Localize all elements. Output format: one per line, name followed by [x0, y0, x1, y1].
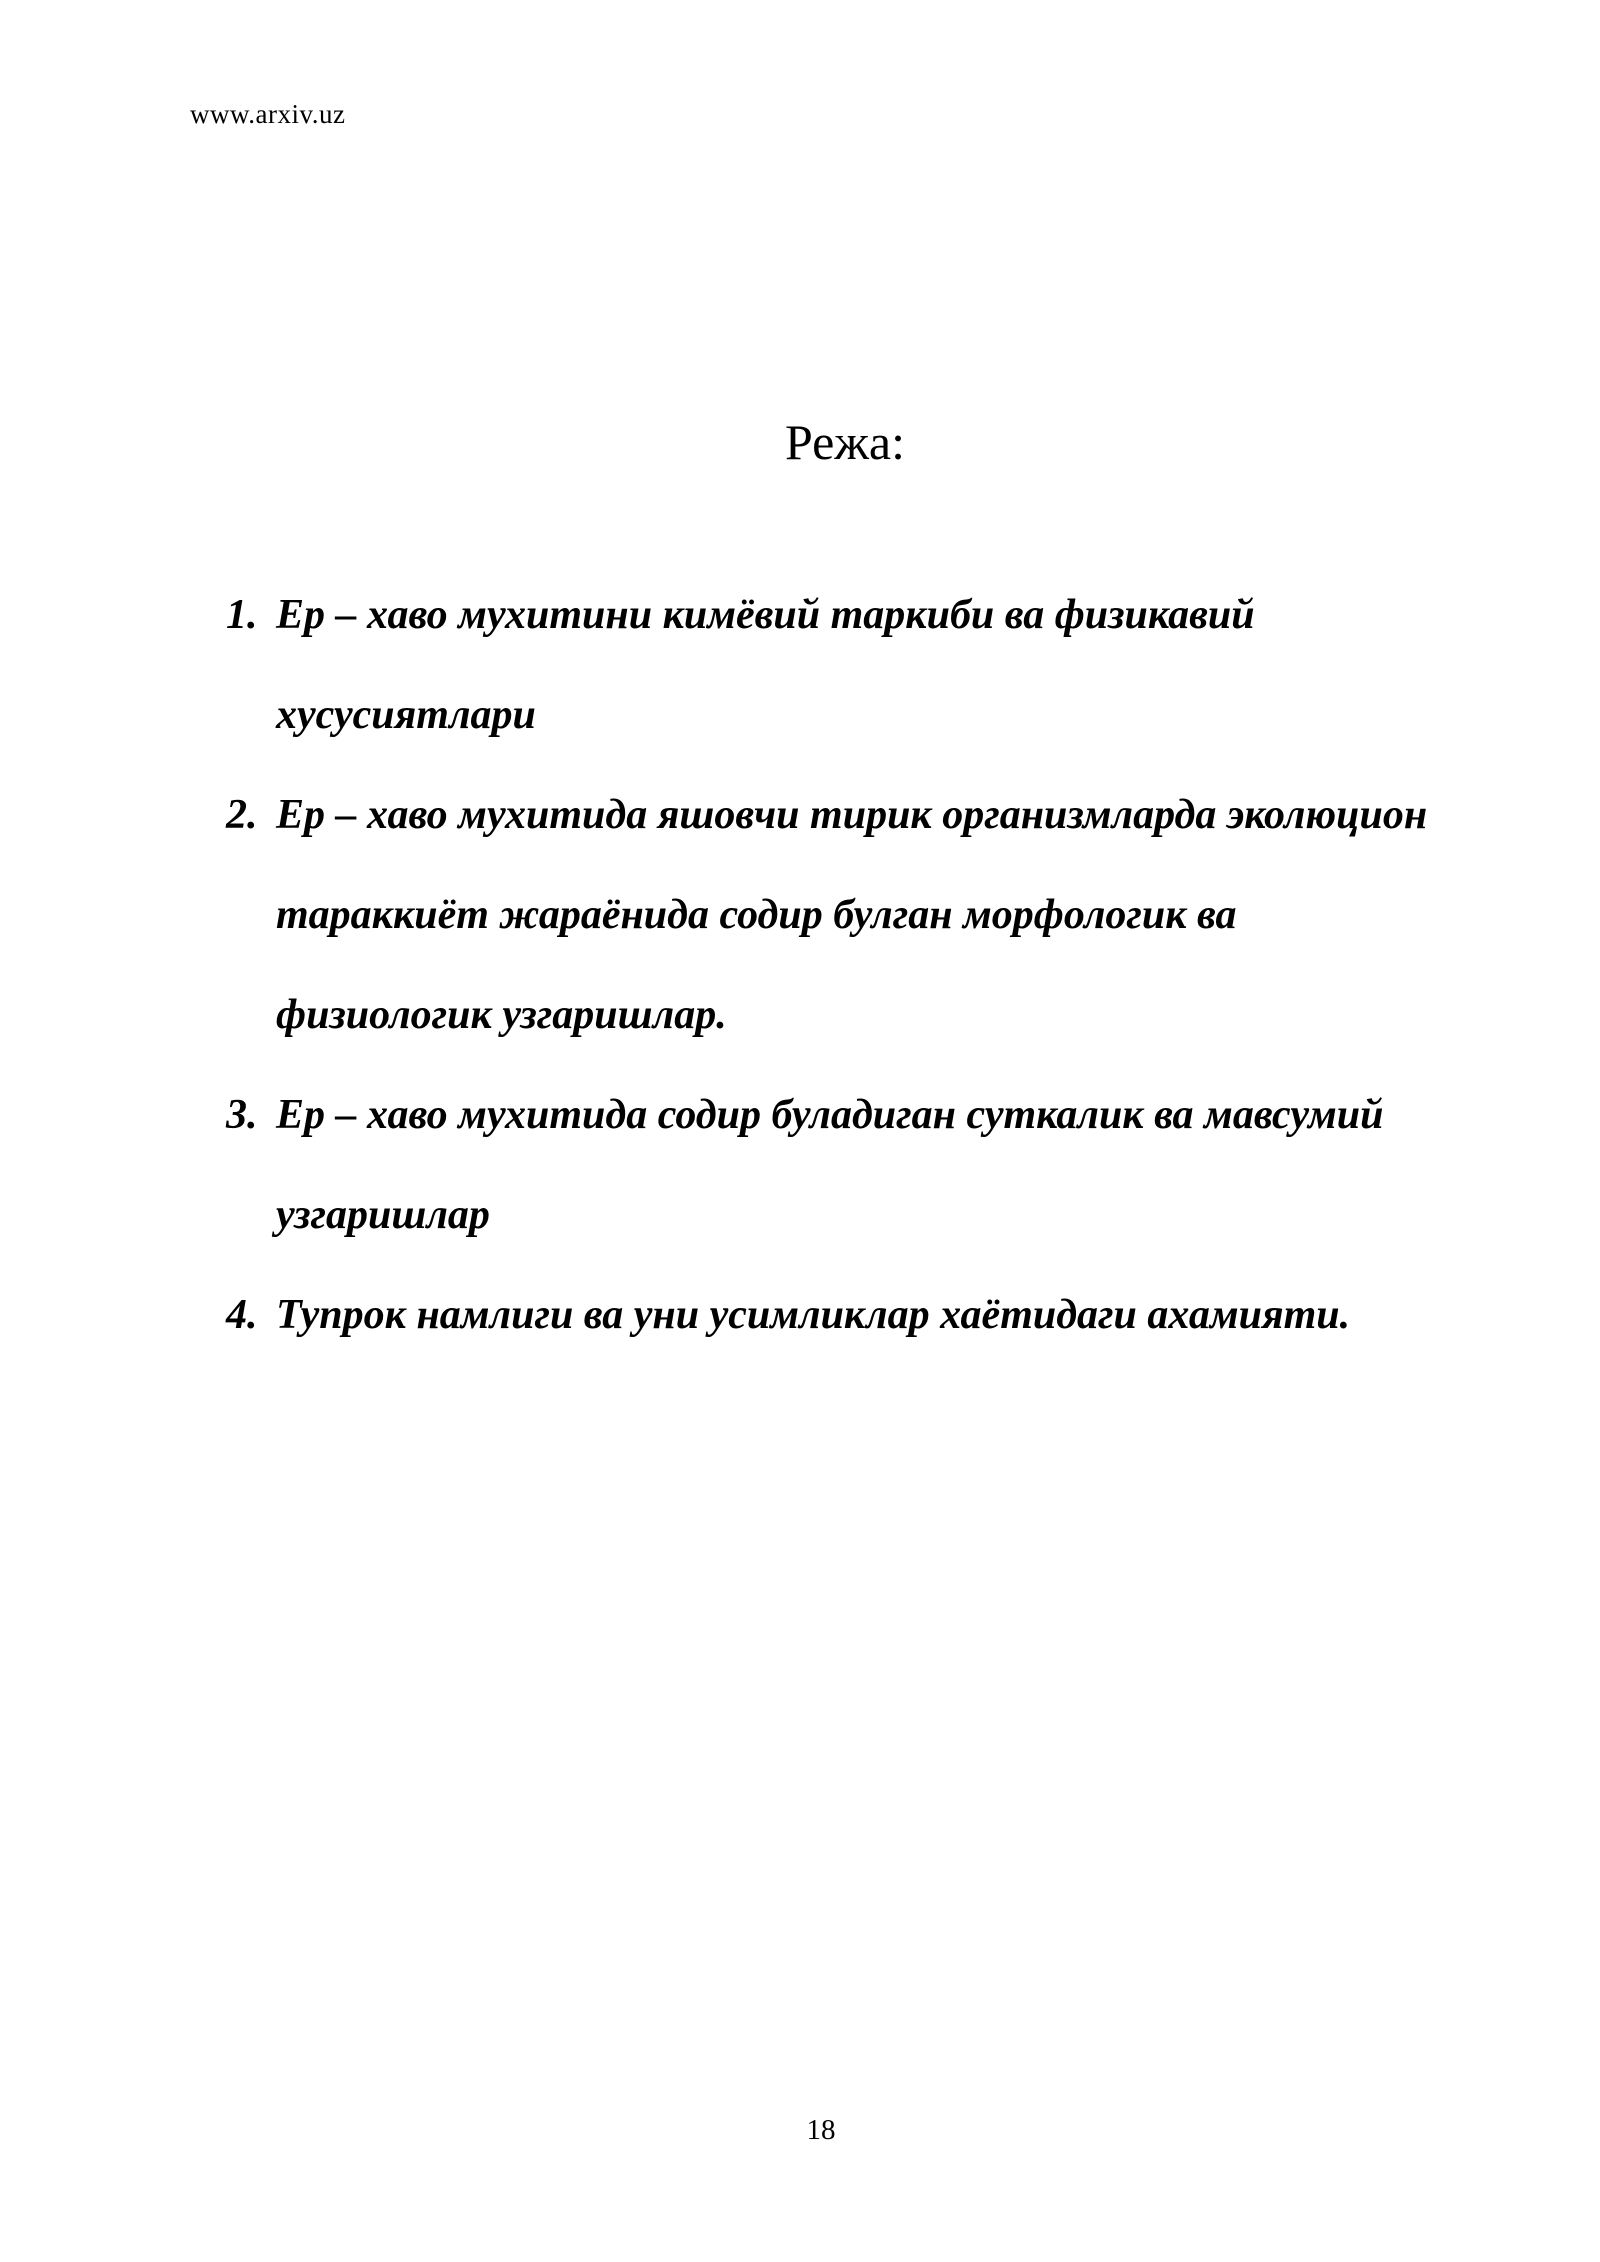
plan-title: Режа: [785, 414, 905, 470]
plan-item-1 [226, 565, 1486, 765]
item-number: 1. [226, 592, 258, 638]
item-number: 4. [226, 1292, 258, 1338]
plan-item-2 [226, 765, 1486, 1065]
item-line: Ер – хаво мухитини кимёвий таркиби ва физикавий [276, 592, 1255, 638]
item-line: физиологик узгаришлар. [276, 992, 727, 1038]
plan-list [226, 565, 1486, 1365]
item-line: хусусиятлари [276, 692, 536, 738]
page-number: 18 [806, 2114, 836, 2146]
item-text [276, 765, 1486, 1065]
item-text [276, 565, 1486, 765]
item-line: Тупрок намлиги ва уни усимликлар хаётидаги ахамияти. [276, 1292, 1351, 1338]
plan-item-3 [226, 1065, 1486, 1265]
plan-item-4 [226, 1265, 1486, 1365]
item-number: 2. [226, 792, 258, 838]
item-text [276, 1265, 1486, 1365]
header-url: www.arxiv.uz [190, 99, 346, 129]
item-line: тараккиёт жараёнида содир булган морфологик ва [276, 892, 1237, 938]
item-line: узгаришлар [276, 1192, 490, 1238]
item-line: Ер – хаво мухитида содир буладиган суткалик ва мавсумий [276, 1092, 1384, 1138]
item-line: Ер – хаво мухитида яшовчи тирик организмларда эколюцион [276, 792, 1428, 838]
item-number: 3. [226, 1092, 258, 1138]
item-text [276, 1065, 1486, 1265]
